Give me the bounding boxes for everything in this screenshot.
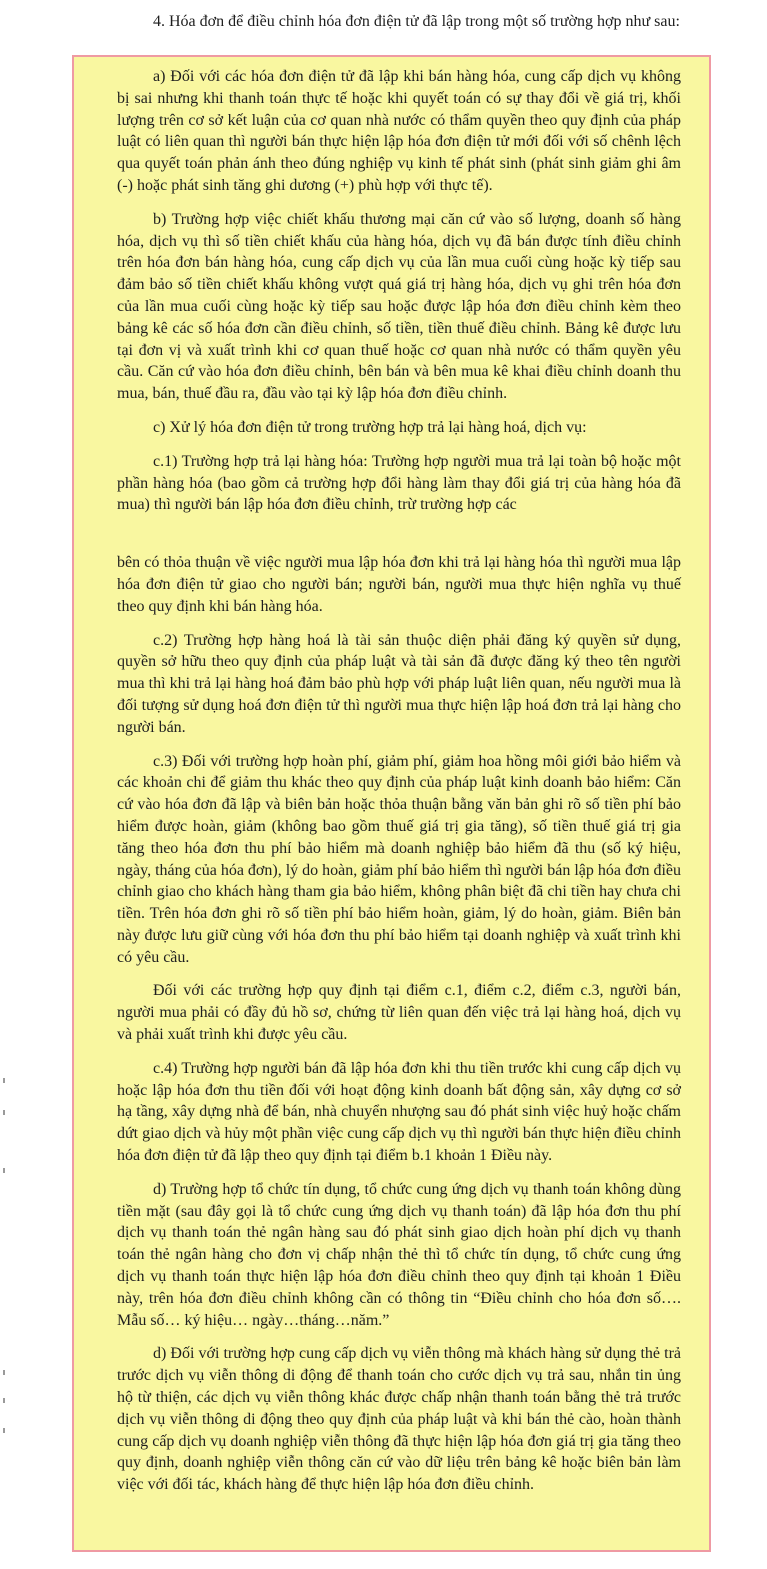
margin-mark [3, 1370, 5, 1375]
paragraph-c1-continued: bên có thỏa thuận về việc người mua lập hóa đơn khi trả lại hàng hóa thì người mua lập hóa đơn điện tử giao cho người bán; người bán, người mua thực hiện nghĩa vụ thuế theo quy định khi bán hàng hóa. [117, 554, 681, 615]
paragraph-b: b) Trường hợp việc chiết khấu thương mại căn cứ vào số lượng, doanh số hàng hóa, dịch vụ thì số tiền chiết khấu của hàng hóa, dịch vụ đã bán được tính điều chỉnh trên hóa đơn bán hàng hóa, cung cấp dịch vụ của lần mua cuối cùng hoặc kỳ tiếp sau đảm bảo số tiền chiết khấu không vượt quá giá trị hàng hóa, dịch vụ ghi trên hóa đơn của lần mua cuối cùng hoặc kỳ tiếp sau hoặc được lập hóa đơn điều chỉnh kèm theo bảng kê các số hóa đơn cần điều chỉnh, số tiền, tiền thuế điều chỉnh. Bảng kê được lưu tại đơn vị và xuất trình khi cơ quan thuế hoặc cơ quan nhà nước có thẩm quyền yêu cầu. Căn cứ vào hóa đơn điều chỉnh, bên bán và bên mua kê khai điều chỉnh doanh thu mua, bán, thuế đầu ra, đầu vào tại kỳ lập hóa đơn điều chỉnh. [117, 210, 681, 403]
margin-mark [3, 1428, 5, 1433]
margin-mark [3, 1078, 5, 1083]
paragraph-a: a) Đối với các hóa đơn điện tử đã lập khi bán hàng hóa, cung cấp dịch vụ không bị sai nhưng khi thanh toán thực tế hoặc khi quyết toán có sự thay đổi về giá trị, khối lượng trên cơ sở kết luận của cơ quan nhà nước có thẩm quyền theo quy định của pháp luật có liên quan thì người bán thực hiện lập hóa đơn điện tử mới đối với số chênh lệch qua quyết toán phản ánh theo đúng nghiệp vụ kinh tế phát sinh (phát sinh giảm ghi âm (-) hoặc phát sinh tăng ghi dương (+) phù hợp với thực tế). [117, 68, 681, 194]
paragraph-c3: c.3) Đối với trường hợp hoàn phí, giảm phí, giảm hoa hồng môi giới bảo hiểm và các khoản chi để giảm thu khác theo quy định của pháp luật kinh doanh bảo hiểm: Căn cứ vào hóa đơn đã lập và biên bản hoặc thỏa thuận bằng văn bản ghi rõ số tiền phí bảo hiểm được hoàn, giảm (không bao gồm thuế giá trị gia tăng), số tiền thuế giá trị gia tăng theo hóa đơn thu phí bảo hiểm mà doanh nghiệp bảo hiểm đã thu (số ký hiệu, ngày, tháng của hóa đơn), lý do hoàn, giảm phí bảo hiểm thì người bán lập hóa đơn điều chỉnh giao cho khách hàng tham gia bảo hiểm, không phân biệt đã chi tiền hay chưa chi tiền. Trên hóa đơn ghi rõ số tiền phí bảo hiểm hoàn, giảm, lý do hoàn, giảm. Biên bản này được lưu giữ cùng với hóa đơn thu phí bảo hiểm tại doanh nghiệp và xuất trình khi có yêu cầu. [117, 752, 682, 966]
paragraph-c4: c.4) Trường hợp người bán đã lập hóa đơn khi thu tiền trước khi cung cấp dịch vụ hoặc lập hóa đơn thu tiền đối với hoạt động kinh doanh bất động sản, xây dựng cơ sở hạ tầng, xây dựng nhà để bán, nhà chuyển nhượng sau đó phát sinh việc huỷ hoặc chấm dứt giao dịch và hủy một phần việc cung cấp dịch vụ thì người bán thực hiện điều chỉnh hóa đơn điện tử đã lập theo quy định tại điểm b.1 khoản 1 Điều này. [117, 1059, 681, 1165]
margin-mark [3, 1110, 5, 1115]
margin-mark [3, 1168, 5, 1173]
paragraph-c: c) Xử lý hóa đơn điện tử trong trường hợp trả lại hàng hoá, dịch vụ: [153, 418, 587, 436]
margin-mark [3, 1398, 5, 1403]
highlighted-excerpt [72, 55, 711, 1552]
paragraph-d-banking: d) Trường hợp tổ chức tín dụng, tổ chức cung ứng dịch vụ thanh toán không dùng tiền mặt (sau đây gọi là tổ chức cung ứng dịch vụ thanh toán) đã lập hóa đơn thu phí dịch vụ thanh toán thẻ ngân hàng sau đó phát sinh giao dịch hoàn phí dịch vụ thanh toán thẻ ngân hàng cho đơn vị chấp nhận thẻ thì tổ chức tín dụng, tổ chức cung ứng dịch vụ thanh toán thực hiện lập hóa đơn điều chỉnh theo quy định tại khoản 1 Điều này, trên hóa đơn điều chỉnh không cần có thông tin “Điều chỉnh cho hóa đơn số…. Mẫu số… ký hiệu… ngày…tháng…năm.” [117, 1180, 681, 1329]
paragraph-d-telecom: d) Đối với trường hợp cung cấp dịch vụ viễn thông mà khách hàng sử dụng thẻ trả trước dịch vụ viễn thông di động để thanh toán cho cước dịch vụ trả sau, nhắn tin ủng hộ từ thiện, các dịch vụ viễn thông khác được chấp nhận thanh toán bằng thẻ trả trước dịch vụ viễn thông di động theo quy định của pháp luật và khi bán thẻ cào, hoàn thành cung cấp dịch vụ doanh nghiệp viễn thông đã thực hiện lập hóa đơn giá trị gia tăng theo quy định, doanh nghiệp viễn thông căn cứ vào dữ liệu trên bảng kê hoặc biên bản làm việc với đối tác, khách hàng để thực hiện lập hóa đơn điều chỉnh. [117, 1345, 681, 1494]
section-heading: 4. Hóa đơn để điều chỉnh hóa đơn điện tử đã lập trong một số trường hợp như sau: [153, 13, 680, 30]
paragraph-c-summary: Đối với các trường hợp quy định tại điểm c.1, điểm c.2, điểm c.3, người bán, người mua phải có đầy đủ hồ sơ, chứng từ liên quan đến việc trả lại hàng hoá, dịch vụ và phải xuất trình khi được yêu cầu. [117, 982, 681, 1044]
paragraph-c1: c.1) Trường hợp trả lại hàng hóa: Trường hợp người mua trả lại toàn bộ hoặc một phần hàng hóa (bao gồm cả trường hợp đổi hàng làm thay đổi giá trị của hàng hóa đã mua) thì người bán lập hóa đơn điều chỉnh, trừ trường hợp các [117, 452, 681, 514]
margin-marks [0, 0, 10, 1569]
paragraph-c2: c.2) Trường hợp hàng hoá là tài sản thuộc diện phải đăng ký quyền sử dụng, quyền sở hữu theo quy định của pháp luật và tài sản đã được đăng ký theo tên người mua thì khi trả lại hàng hoá đảm bảo phù hợp với pháp luật liên quan, nếu người mua là đối tượng sử dụng hoá đơn điện tử thì người mua thực hiện lập hoá đơn trả lại hàng cho người bán. [117, 631, 681, 736]
